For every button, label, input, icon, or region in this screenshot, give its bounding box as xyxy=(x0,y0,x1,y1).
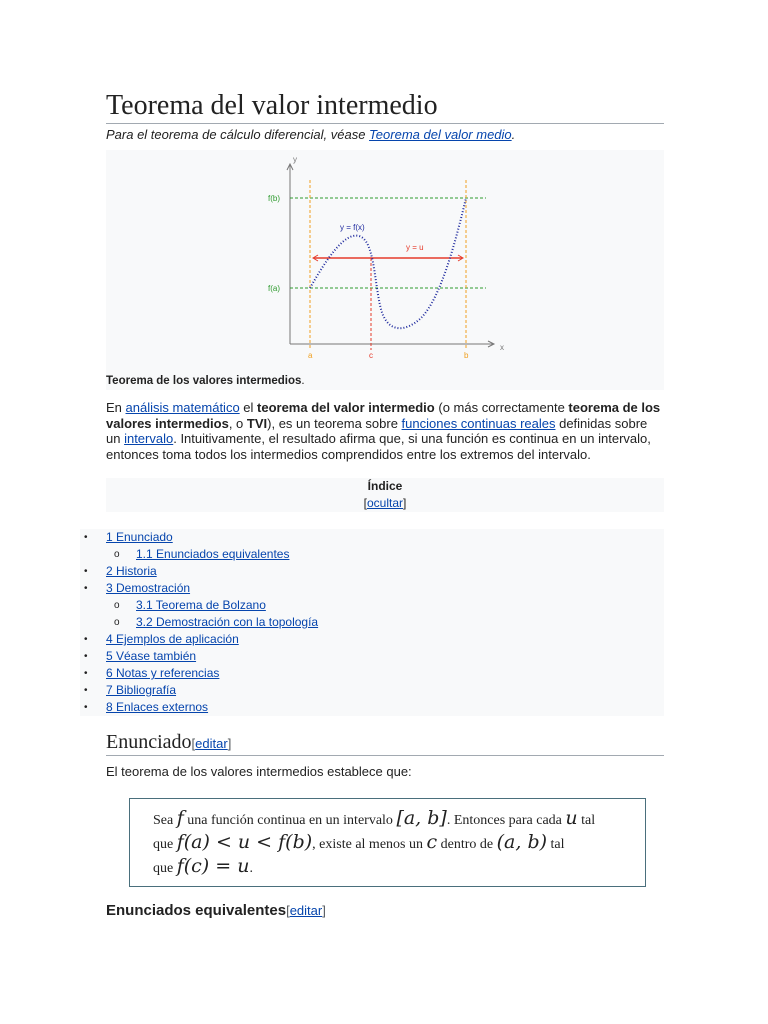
toc-link[interactable]: 1.1 Enunciados equivalentes xyxy=(136,547,290,561)
edit-bracket: [ xyxy=(286,903,290,918)
link-analisis-matematico[interactable]: análisis matemático xyxy=(125,400,240,415)
math: c xyxy=(426,831,438,853)
edit-subsection xyxy=(286,903,326,918)
math: [a, b] xyxy=(396,807,447,829)
bullet-icon: • xyxy=(84,702,88,713)
toc-header xyxy=(106,478,664,512)
curve-label: y = f(x) xyxy=(340,223,365,232)
hatnote-text: Para el teorema de cálculo diferencial, véase xyxy=(106,127,370,142)
edit-section xyxy=(192,736,232,751)
u-line-label: y = u xyxy=(406,243,424,252)
toc-item[interactable] xyxy=(80,631,664,648)
theorem-text: que xyxy=(153,861,177,876)
bullet-icon: • xyxy=(84,566,88,577)
toc-item[interactable] xyxy=(80,546,664,563)
subsection-title: Enunciados equivalentes xyxy=(106,902,287,919)
math: f(c) = u xyxy=(176,855,250,877)
x-axis-label: x xyxy=(500,343,504,352)
figure xyxy=(106,150,664,390)
toc-link[interactable]: 3.2 Demostración con la topología xyxy=(136,615,319,629)
intro-bold: teorema del valor intermedio xyxy=(257,400,435,415)
section-paragraph: El teorema de los valores intermedios establece que: xyxy=(106,764,412,779)
theorem-text: una función continua en un intervalo xyxy=(183,813,397,828)
c-label: c xyxy=(369,351,373,360)
y-axis-label: y xyxy=(293,155,297,164)
page-title: Teorema del valor intermedio xyxy=(106,90,664,124)
theorem-text: tal xyxy=(577,813,596,828)
circle-bullet-icon: o xyxy=(114,600,120,611)
intermediate-value-diagram[interactable] xyxy=(256,150,516,370)
toc-item[interactable] xyxy=(80,597,664,614)
toc-item[interactable] xyxy=(80,529,664,546)
a-label: a xyxy=(308,351,313,360)
toc-link[interactable]: 2 Historia xyxy=(106,564,157,578)
math: f xyxy=(176,807,184,829)
toc-item[interactable] xyxy=(80,563,664,580)
intro-text: definidas sobre un xyxy=(106,415,648,446)
theorem-line-1 xyxy=(153,807,595,829)
toc-item[interactable] xyxy=(80,665,664,682)
toc-link[interactable]: 8 Enlaces externos xyxy=(106,700,209,714)
intro-text: el xyxy=(239,400,258,415)
toc-item[interactable] xyxy=(80,699,664,716)
circle-bullet-icon: o xyxy=(114,549,120,560)
link-funciones-continuas-reales[interactable]: funciones continuas reales xyxy=(401,415,556,431)
toc-item[interactable] xyxy=(80,580,664,597)
theorem-text: que xyxy=(153,837,177,852)
toc-hide xyxy=(106,496,664,510)
intro-text: (o más correctamente xyxy=(434,400,569,415)
bullet-icon: • xyxy=(84,532,88,543)
figure-caption xyxy=(106,375,305,387)
theorem-text: , existe al menos un xyxy=(312,837,427,852)
bullet-icon: • xyxy=(84,583,88,594)
theorem-box xyxy=(129,798,646,887)
toc-link[interactable]: 4 Ejemplos de aplicación xyxy=(106,632,239,646)
theorem-text: . xyxy=(249,861,253,876)
toc-link[interactable]: 1 Enunciado xyxy=(106,530,173,544)
math: u xyxy=(565,807,578,829)
toc-link[interactable]: 5 Véase también xyxy=(106,649,197,663)
math: (a, b) xyxy=(496,831,548,853)
caption-bold: Teorema de los valores intermedios xyxy=(106,375,302,387)
b-label: b xyxy=(464,351,469,360)
theorem-line-3 xyxy=(153,855,253,877)
theorem-text: Sea xyxy=(153,813,177,828)
bullet-icon: • xyxy=(84,685,88,696)
toc-item[interactable] xyxy=(80,614,664,631)
toc-item[interactable] xyxy=(80,648,664,665)
toc-item[interactable] xyxy=(80,682,664,699)
subsection-heading xyxy=(106,902,326,919)
fb-label: f(b) xyxy=(268,194,280,203)
section-heading-enunciado xyxy=(106,731,664,756)
toc-link[interactable]: 7 Bibliografía xyxy=(106,683,177,697)
caption-suffix: . xyxy=(301,375,305,387)
toc-link[interactable]: 6 Notas y referencias xyxy=(106,666,220,680)
bullet-icon: • xyxy=(84,634,88,645)
edit-bracket: ] xyxy=(227,736,232,751)
bullet-icon: • xyxy=(84,668,88,679)
intro-text: En xyxy=(106,400,126,415)
circle-bullet-icon: o xyxy=(114,617,120,628)
edit-link[interactable]: editar xyxy=(289,903,323,918)
math: f(a) < u < f(b) xyxy=(176,831,313,853)
toc-hide-link[interactable]: ocultar xyxy=(366,496,404,510)
edit-bracket: ] xyxy=(322,903,326,918)
toc-title: Índice xyxy=(367,479,403,493)
toc-link[interactable]: 3.1 Teorema de Bolzano xyxy=(136,598,266,612)
link-intervalo[interactable]: intervalo xyxy=(124,431,174,446)
edit-link[interactable]: editar xyxy=(195,736,228,751)
section-title: Enunciado xyxy=(106,731,192,753)
toc-list xyxy=(80,529,664,716)
function-curve xyxy=(310,198,466,328)
hatnote-suffix: . xyxy=(511,127,516,142)
intro-text: . Intuitivamente, el resultado afirma que, si una función es continua en un intervalo, entonces toma todos los intermedios comprendidos entre los extremos del intervalo. xyxy=(106,431,651,462)
theorem-text: tal xyxy=(547,837,565,852)
intro-text: , o xyxy=(228,415,247,431)
fa-label: f(a) xyxy=(268,284,280,293)
hatnote-link[interactable]: Teorema del valor medio xyxy=(369,127,512,142)
toc-hide-bracket: ] xyxy=(403,496,407,510)
bullet-icon: • xyxy=(84,651,88,662)
theorem-text: . Entonces para cada xyxy=(446,813,566,828)
theorem-text: dentro de xyxy=(437,837,497,852)
theorem-line-2 xyxy=(153,831,565,853)
edit-bracket: [ xyxy=(191,736,196,751)
intro-bold: teorema de los valores intermedios xyxy=(106,400,661,431)
toc-link[interactable]: 3 Demostración xyxy=(106,581,191,595)
hatnote xyxy=(106,127,515,142)
toc-hide-bracket: [ xyxy=(363,496,367,510)
intro-bold: TVI xyxy=(246,415,268,431)
intro-text: ), es un teorema sobre xyxy=(267,415,402,431)
intro-paragraph xyxy=(106,400,664,462)
